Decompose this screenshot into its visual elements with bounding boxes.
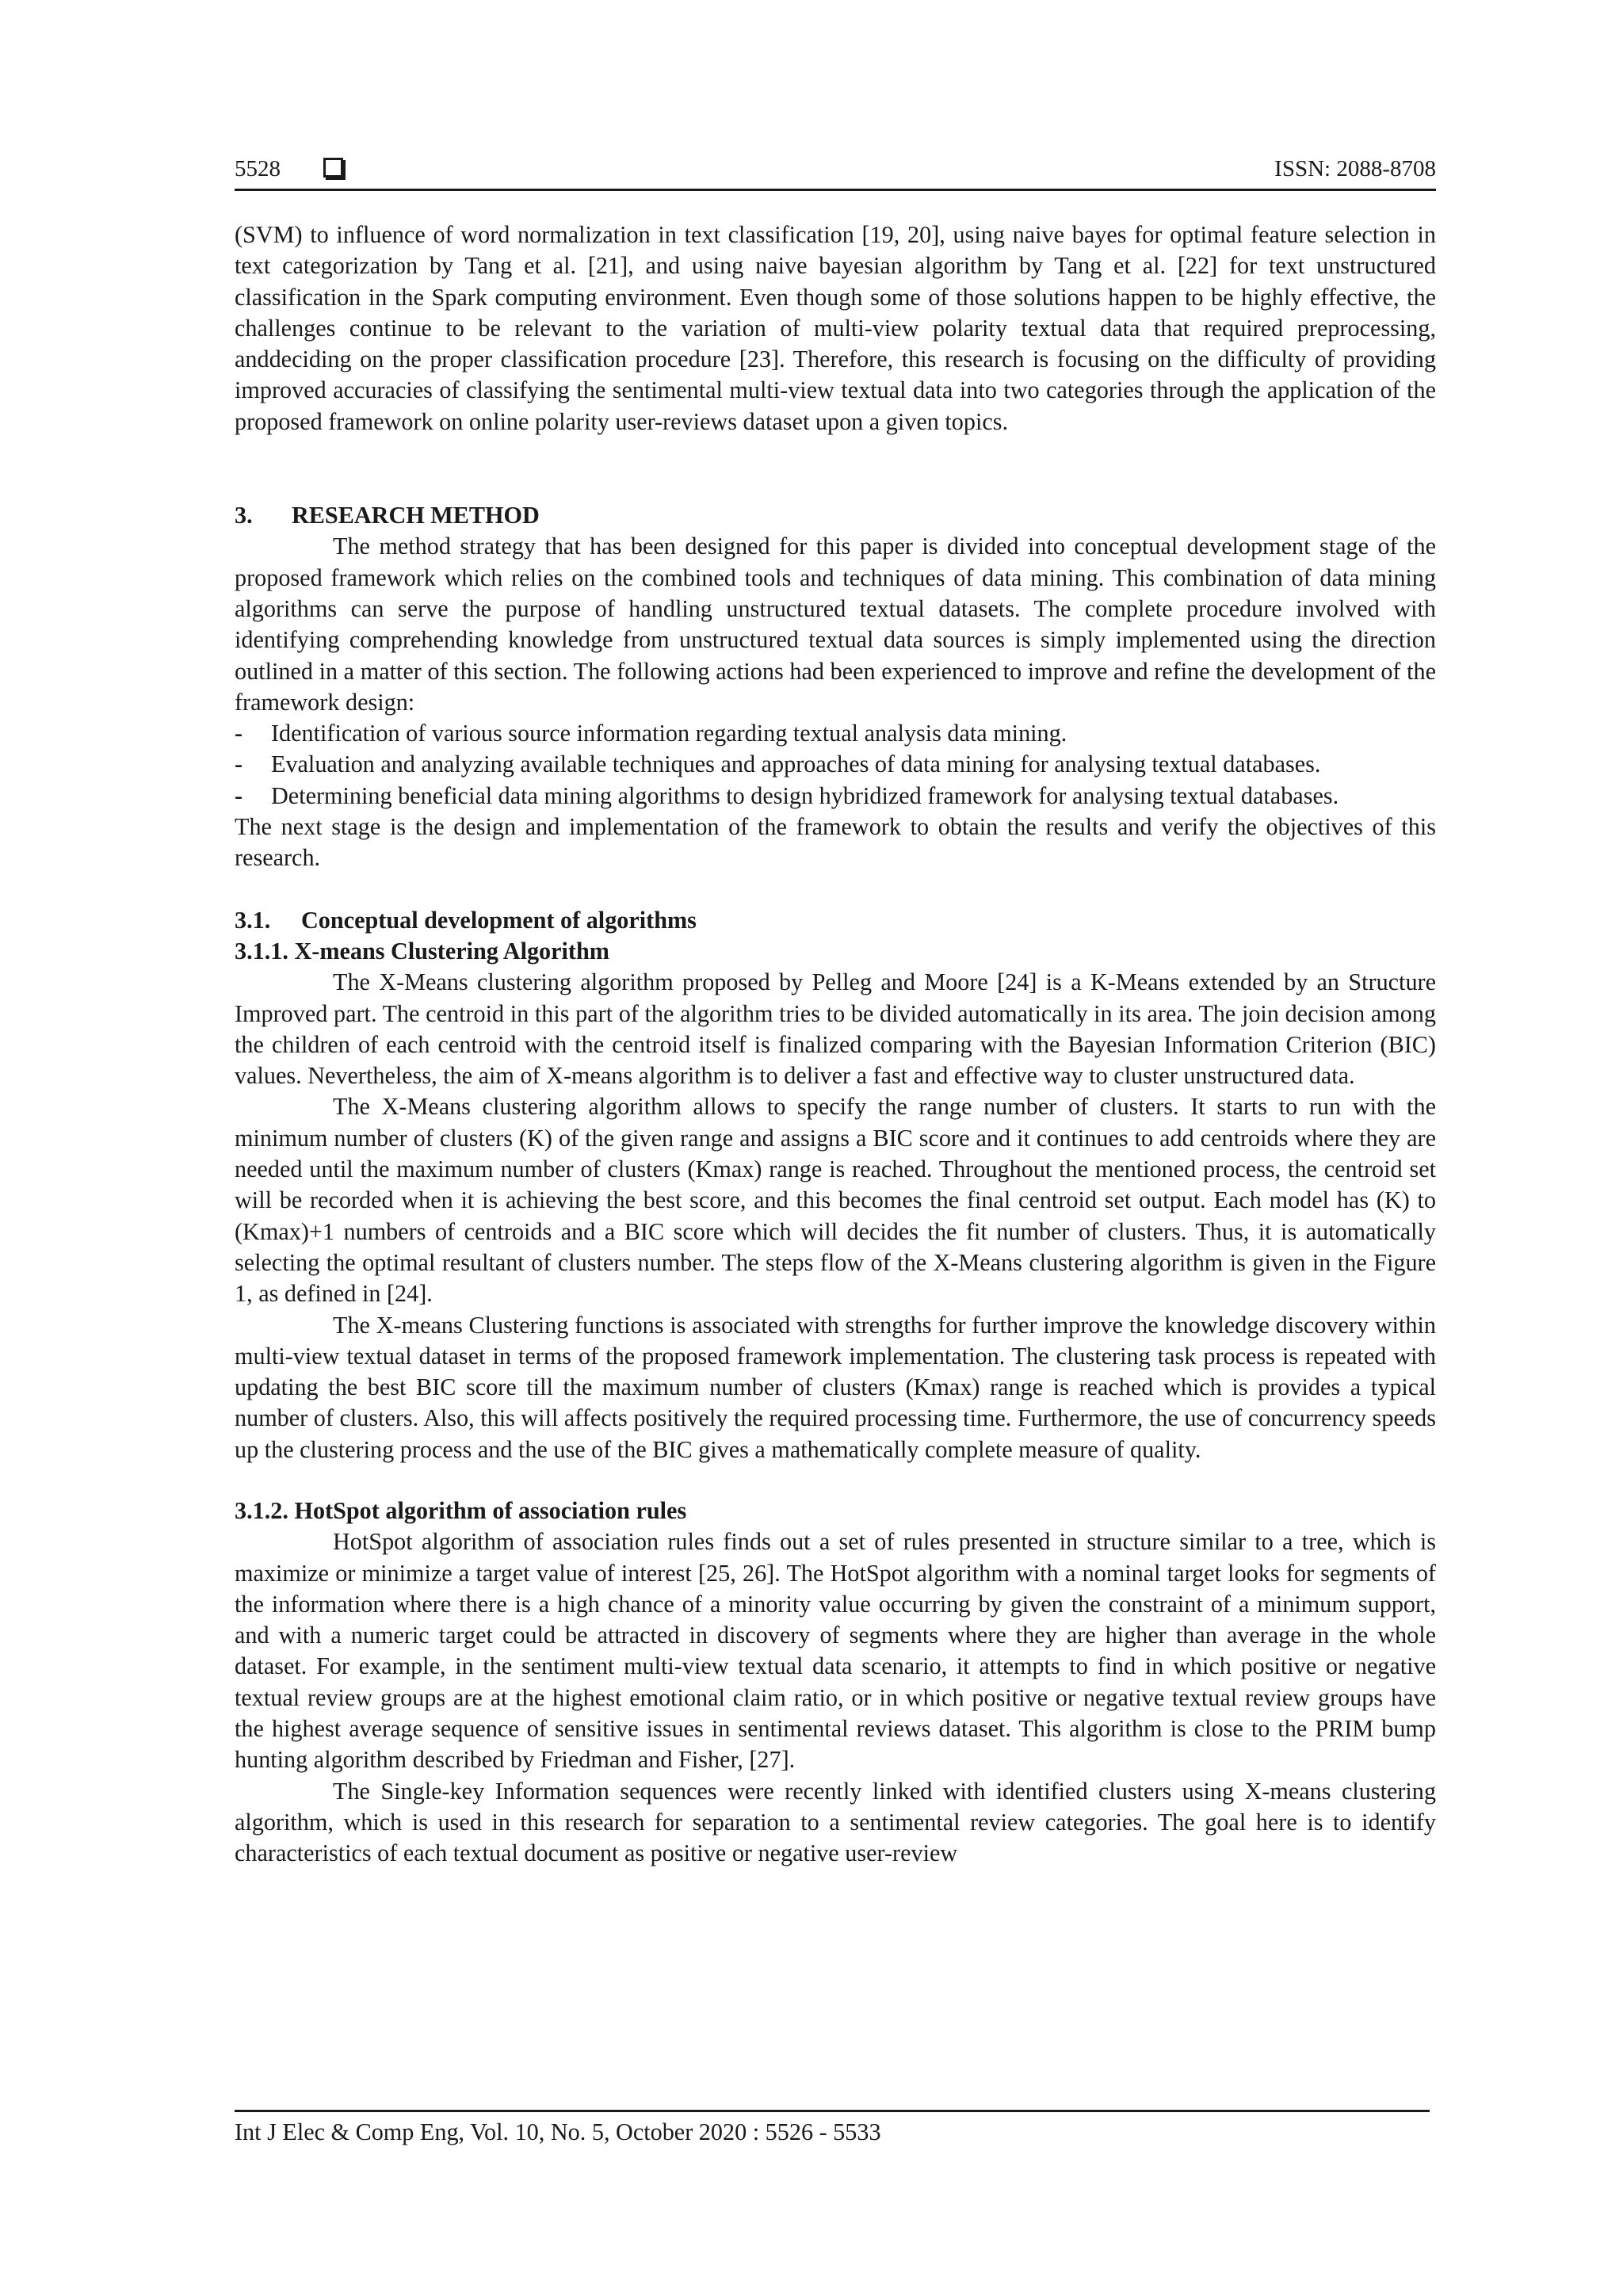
footer-citation: Int J Elec & Comp Eng, Vol. 10, No. 5, October 2020 : 5526 - 5533	[235, 2118, 881, 2145]
page-footer	[235, 2110, 1430, 2148]
hotspot-paragraph-2: The Single-key Information sequences were recently linked with identified clusters using X-means clustering algorithm, which is used in this research for separation to a sentimental review categories. The goal here is to identify characteristics of each textual document as positive or negative user-review	[235, 1777, 1436, 1867]
issn-label: ISSN: 2088-8708	[1274, 156, 1436, 181]
xmeans-paragraph-2: The X-Means clustering algorithm allows to specify the range number of clusters. It starts to run with the minimum number of clusters (K) of the given range and assigns a BIC score and it continues to add centroids where they are needed until the maximum number of clusters (Kmax) range is reached. Throughout the mentioned process, the centroid set will be recorded when it is achieving the best score, and this becomes the final centroid set output. Each model has (K) to (Kmax)+1 numbers of centroids and a BIC score which will decides the fit number of clusters. Thus, it is automatically selecting the optimal resultant of clusters number. The steps flow of the X-Means clustering algorithm is given in the Figure 1, as defined in [24].	[235, 1093, 1436, 1308]
section-3-heading	[235, 500, 1436, 531]
section-3-1-heading	[235, 905, 1436, 936]
section-3-1-2-heading: 3.1.2. HotSpot algorithm of association rules	[235, 1496, 687, 1524]
method-paragraph-2: The next stage is the design and implementation of the framework to obtain the results and verify the objectives of this research.	[235, 813, 1436, 872]
list-item: - Evaluation and analyzing available techniques and approaches of data mining for analysing textual databases.	[235, 749, 1436, 780]
section-3-1-1-heading: 3.1.1. X-means Clustering Algorithm	[235, 937, 609, 965]
checkbox-glyph-icon	[323, 158, 343, 178]
section-number: 3.1.	[235, 906, 271, 934]
section-title: RESEARCH METHOD	[292, 502, 540, 529]
page-header	[235, 154, 1436, 191]
xmeans-paragraph-1: The X-Means clustering algorithm proposed by Pelleg and Moore [24] is a K-Means extended by an Structure Improved part. The centroid in this part of the algorithm tries to be divided automatically in its area. The join decision among the children of each centroid with the centroid itself is finalized comparing with the Bayesian Information Criterion (BIC) values. Nevertheless, the aim of X-means algorithm is to deliver a fast and effective way to cluster unstructured data.	[235, 968, 1436, 1090]
hotspot-paragraph-1: HotSpot algorithm of association rules finds out a set of rules presented in structure similar to a tree, which is maximize or minimize a target value of interest [25, 26]. The HotSpot algorithm with a nominal target looks for segments of the information where there is a high chance of a minority value occurring by given the constraint of a minimum support, and with a numeric target could be attracted in discovery of segments where they are higher than average in the whole dataset. For example, in the sentiment multi-view textual data scenario, it attempts to find in which positive or negative textual review groups are at the highest emotional claim ratio, or in which positive or negative textual review groups have the highest average sequence of sensitive issues in sentimental reviews dataset. This algorithm is close to the PRIM bump hunting algorithm described by Friedman and Fisher, [27].	[235, 1528, 1436, 1774]
section-number: 3.	[235, 502, 253, 529]
intro-paragraph: (SVM) to influence of word normalization in text classification [19, 20], using naive bayes for optimal feature selection in text categorization by Tang et al. [21], and using naive bayesian algorithm by Tang et al. [22] for text unstructured classification in the Spark computing environment. Even though some of those solutions happen to be highly effective, the challenges continue to be relevant to the variation of multi-view polarity textual data that required preprocessing, anddeciding on the proper classification procedure [23]. Therefore, this research is focusing on the difficulty of providing improved accuracies of classifying the sentimental multi-view textual data into two categories through the application of the proposed framework on online polarity user-reviews dataset upon a given topics.	[235, 221, 1436, 435]
xmeans-paragraph-3: The X-means Clustering functions is associated with strengths for further improve the knowledge discovery within multi-view textual dataset in terms of the proposed framework implementation. The clustering task process is repeated with updating the best BIC score till the maximum number of clusters (Kmax) range is reached which is provides a typical number of clusters. Also, this will affects positively the required processing time. Furthermore, the use of concurrency speeds up the clustering process and the use of the BIC gives a mathematically complete measure of quality.	[235, 1311, 1436, 1463]
method-paragraph-1: The method strategy that has been designed for this paper is divided into conceptual development stage of the proposed framework which relies on the combined tools and techniques of data mining. This combination of data mining algorithms can serve the purpose of handling unstructured textual datasets. The complete procedure involved with identifying comprehending knowledge from unstructured textual data sources is simply implemented using the direction outlined in a matter of this section. The following actions had been experienced to improve and refine the development of the framework design:	[235, 533, 1436, 716]
list-item: - Determining beneficial data mining algorithms to design hybridized framework for analysing textual databases.	[235, 781, 1436, 812]
page-body	[235, 220, 1436, 1870]
list-item: - Identification of various source information regarding textual analysis data mining.	[235, 718, 1436, 749]
action-list	[235, 718, 1436, 812]
page-number: 5528	[235, 156, 281, 181]
section-title: Conceptual development of algorithms	[301, 906, 697, 934]
